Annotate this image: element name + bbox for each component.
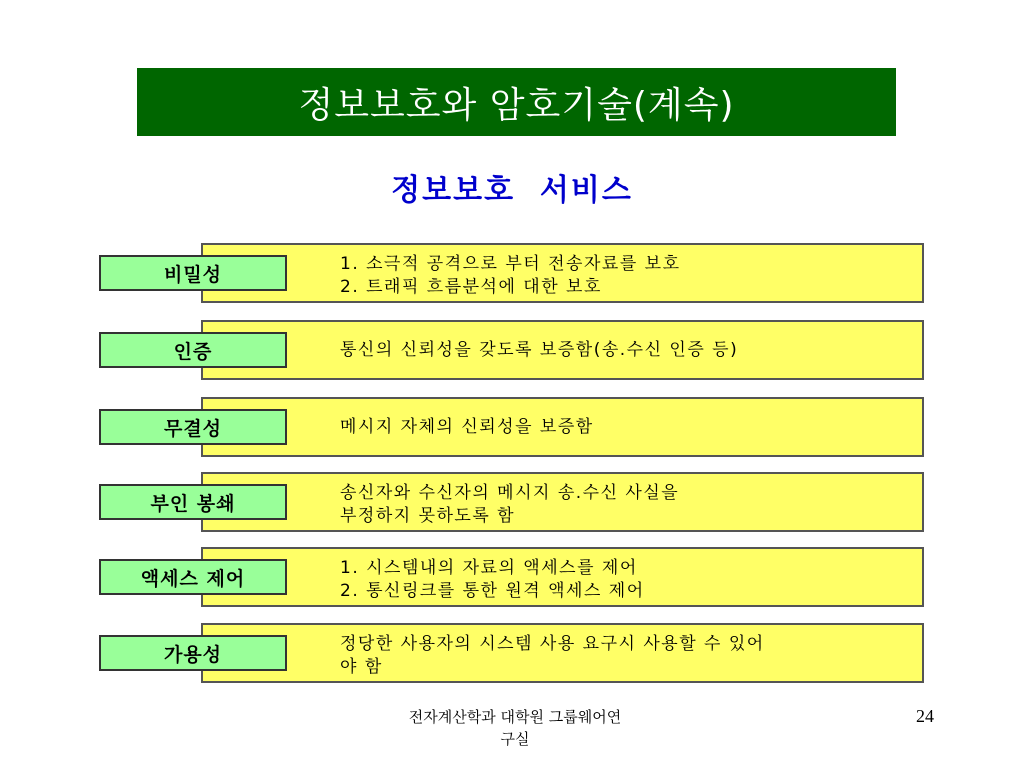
footer-line: 전자계산학과 대학원 그룹웨어연 (408, 708, 622, 726)
description-line: 1. 시스템내의 자료의 액세스를 제어 (340, 558, 638, 578)
description-line: 1. 소극적 공격으로 부터 전송자료를 보호 (340, 254, 681, 274)
service-description-box (201, 320, 924, 380)
service-row-integrity (0, 397, 1024, 467)
service-label-box (99, 255, 287, 291)
service-label: 액세스 제어 (140, 567, 246, 590)
footer-text (350, 706, 680, 750)
service-row-non-repudiation (0, 472, 1024, 542)
service-description-box (201, 243, 924, 303)
service-description-box (201, 623, 924, 683)
service-label: 무결성 (163, 417, 223, 440)
service-description (340, 633, 916, 679)
description-line: 2. 통신링크를 통한 원격 액세스 제어 (340, 581, 645, 601)
service-description (340, 416, 916, 439)
service-row-authentication (0, 320, 1024, 390)
footer-line: 구실 (500, 730, 530, 748)
description-line: 통신의 신뢰성을 갖도록 보증함(송.수신 인증 등) (340, 340, 739, 360)
slide-title: 정보보호와 암호기술(계속) (298, 84, 735, 126)
service-description-box (201, 397, 924, 457)
description-line: 야 함 (340, 657, 383, 677)
service-description (340, 253, 916, 299)
description-line: 부정하지 못하도록 함 (340, 506, 516, 526)
service-description (340, 482, 916, 528)
page-number: 24 (916, 706, 934, 726)
service-label: 부인 봉쇄 (150, 492, 236, 515)
service-label-box (99, 484, 287, 520)
service-label-box (99, 559, 287, 595)
service-label: 인증 (173, 340, 213, 363)
service-label: 비밀성 (163, 263, 223, 286)
service-description (340, 557, 916, 603)
description-line: 송신자와 수신자의 메시지 송.수신 사실을 (340, 483, 680, 503)
description-line: 메시지 자체의 신뢰성을 보증함 (340, 417, 594, 437)
service-row-availability (0, 623, 1024, 693)
service-row-access-control (0, 547, 1024, 617)
service-row-confidentiality (0, 243, 1024, 313)
service-label-box (99, 635, 287, 671)
slide-subtitle: 정보보호 서비스 (391, 173, 633, 208)
service-label: 가용성 (163, 643, 223, 666)
service-description (340, 339, 916, 362)
service-description-box (201, 547, 924, 607)
service-description-box (201, 472, 924, 532)
service-label-box (99, 332, 287, 368)
title-bar (137, 68, 896, 136)
description-line: 2. 트래픽 흐름분석에 대한 보호 (340, 277, 602, 297)
description-line: 정당한 사용자의 시스템 사용 요구시 사용할 수 있어 (340, 634, 765, 654)
service-label-box (99, 409, 287, 445)
